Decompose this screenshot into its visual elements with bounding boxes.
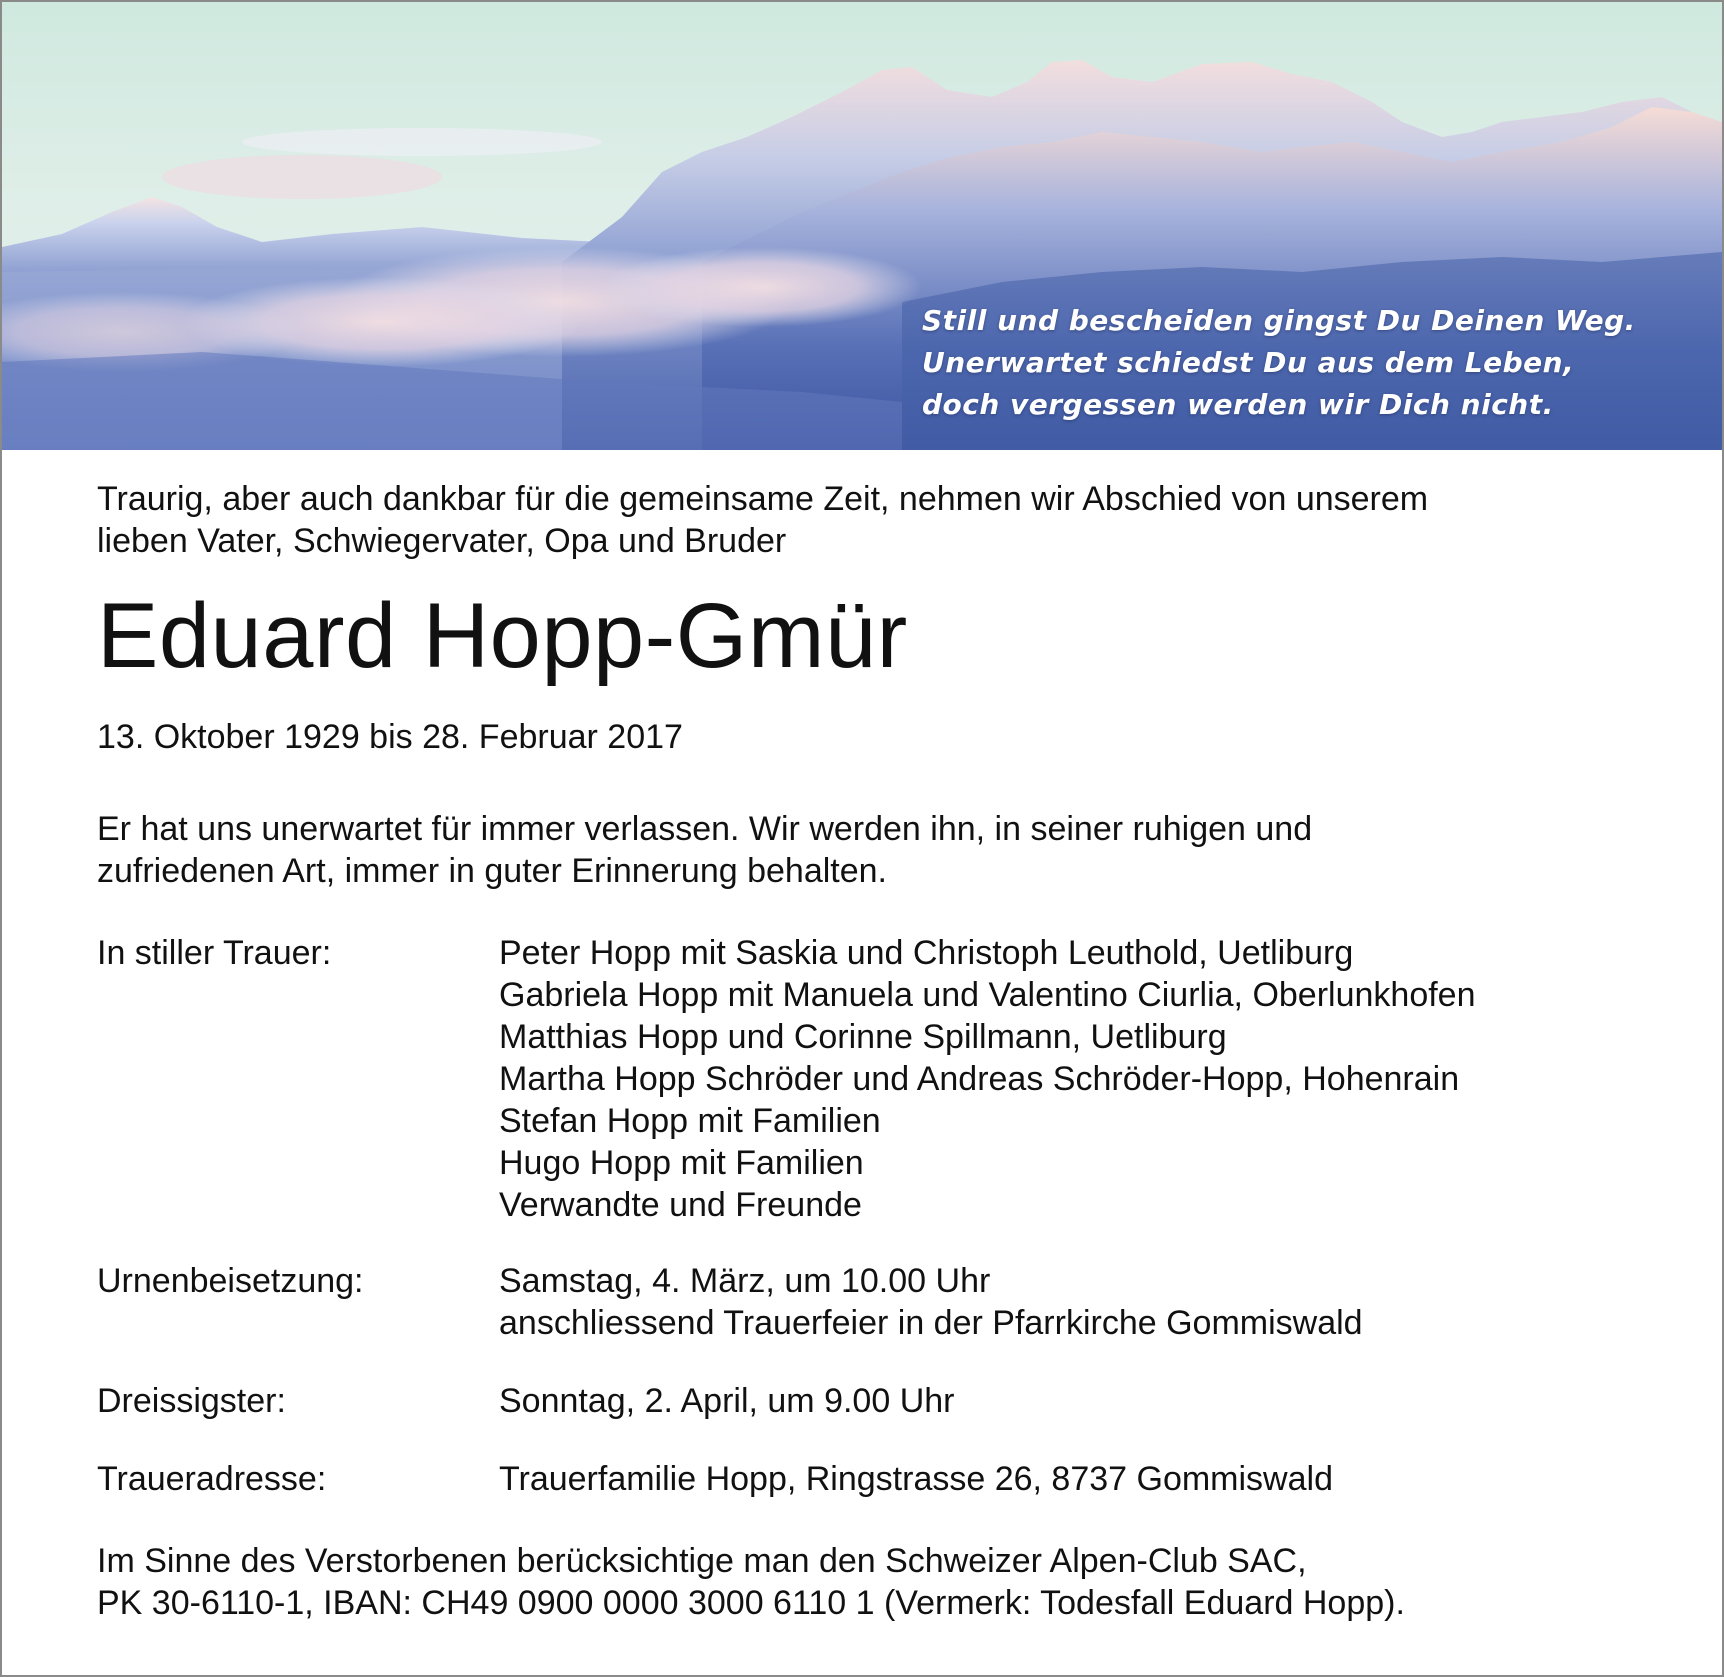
banner-quote — [922, 300, 1636, 426]
dreissigster-value: Sonntag, 2. April, um 9.00 Uhr — [499, 1382, 955, 1420]
burial-label: Urnenbeisetzung: — [97, 1262, 364, 1300]
quote-line: Unerwartet schiedst Du aus dem Leben, — [922, 346, 1575, 379]
message-line: Er hat uns unerwartet für immer verlassen. Wir werden ihn, in seiner ruhigen und — [97, 810, 1313, 848]
intro-line: Traurig, aber auch dankbar für die gemeinsame Zeit, nehmen wir Abschied von unserem — [97, 480, 1429, 518]
message-text — [97, 808, 1657, 892]
quote-line: Still und bescheiden gingst Du Deinen Weg. — [922, 304, 1636, 337]
burial-line: anschliessend Trauerfeier in der Pfarrkirche Gommiswald — [499, 1304, 1363, 1342]
mountain-banner — [2, 2, 1722, 450]
life-dates: 13. Oktober 1929 bis 28. Februar 2017 — [97, 718, 683, 756]
address-value: Trauerfamilie Hopp, Ringstrasse 26, 8737 Gommiswald — [499, 1460, 1333, 1498]
donation-note — [97, 1540, 1657, 1624]
mourner-line: Gabriela Hopp mit Manuela und Valentino Ciurlia, Oberlunkhofen — [499, 976, 1476, 1014]
donation-line: Im Sinne des Verstorbenen berücksichtige man den Schweizer Alpen-Club SAC, — [97, 1542, 1307, 1580]
mourner-line: Verwandte und Freunde — [499, 1186, 862, 1224]
burial-line: Samstag, 4. März, um 10.00 Uhr — [499, 1262, 991, 1300]
intro-text — [97, 478, 1657, 562]
message-line: zufriedenen Art, immer in guter Erinnerung behalten. — [97, 852, 888, 890]
address-label: Traueradresse: — [97, 1460, 327, 1498]
deceased-name: Eduard Hopp-Gmür — [97, 585, 908, 687]
mourner-line: Peter Hopp mit Saskia und Christoph Leuthold, Uetliburg — [499, 934, 1354, 972]
dreissigster-section — [97, 1380, 1657, 1422]
mourners-list — [499, 932, 1476, 1226]
burial-details — [499, 1260, 1363, 1344]
quote-line: doch vergessen werden wir Dich nicht. — [922, 388, 1554, 421]
mourner-line: Stefan Hopp mit Familien — [499, 1102, 881, 1140]
burial-section — [97, 1260, 1657, 1344]
address-section — [97, 1458, 1657, 1500]
mourners-label: In stiller Trauer: — [97, 934, 332, 972]
dreissigster-details — [499, 1380, 954, 1422]
dreissigster-label: Dreissigster: — [97, 1382, 286, 1420]
intro-line: lieben Vater, Schwiegervater, Opa und Bruder — [97, 522, 787, 560]
obituary-content — [97, 478, 1657, 1624]
mourner-line: Martha Hopp Schröder und Andreas Schröder-Hopp, Hohenrain — [499, 1060, 1460, 1098]
address-details — [499, 1458, 1333, 1500]
mourners-section — [97, 932, 1657, 1226]
mourner-line: Hugo Hopp mit Familien — [499, 1144, 864, 1182]
mourner-line: Matthias Hopp und Corinne Spillmann, Uetliburg — [499, 1018, 1227, 1056]
donation-line: PK 30-6110-1, IBAN: CH49 0900 0000 3000 6110 1 (Vermerk: Todesfall Eduard Hopp). — [97, 1584, 1405, 1622]
